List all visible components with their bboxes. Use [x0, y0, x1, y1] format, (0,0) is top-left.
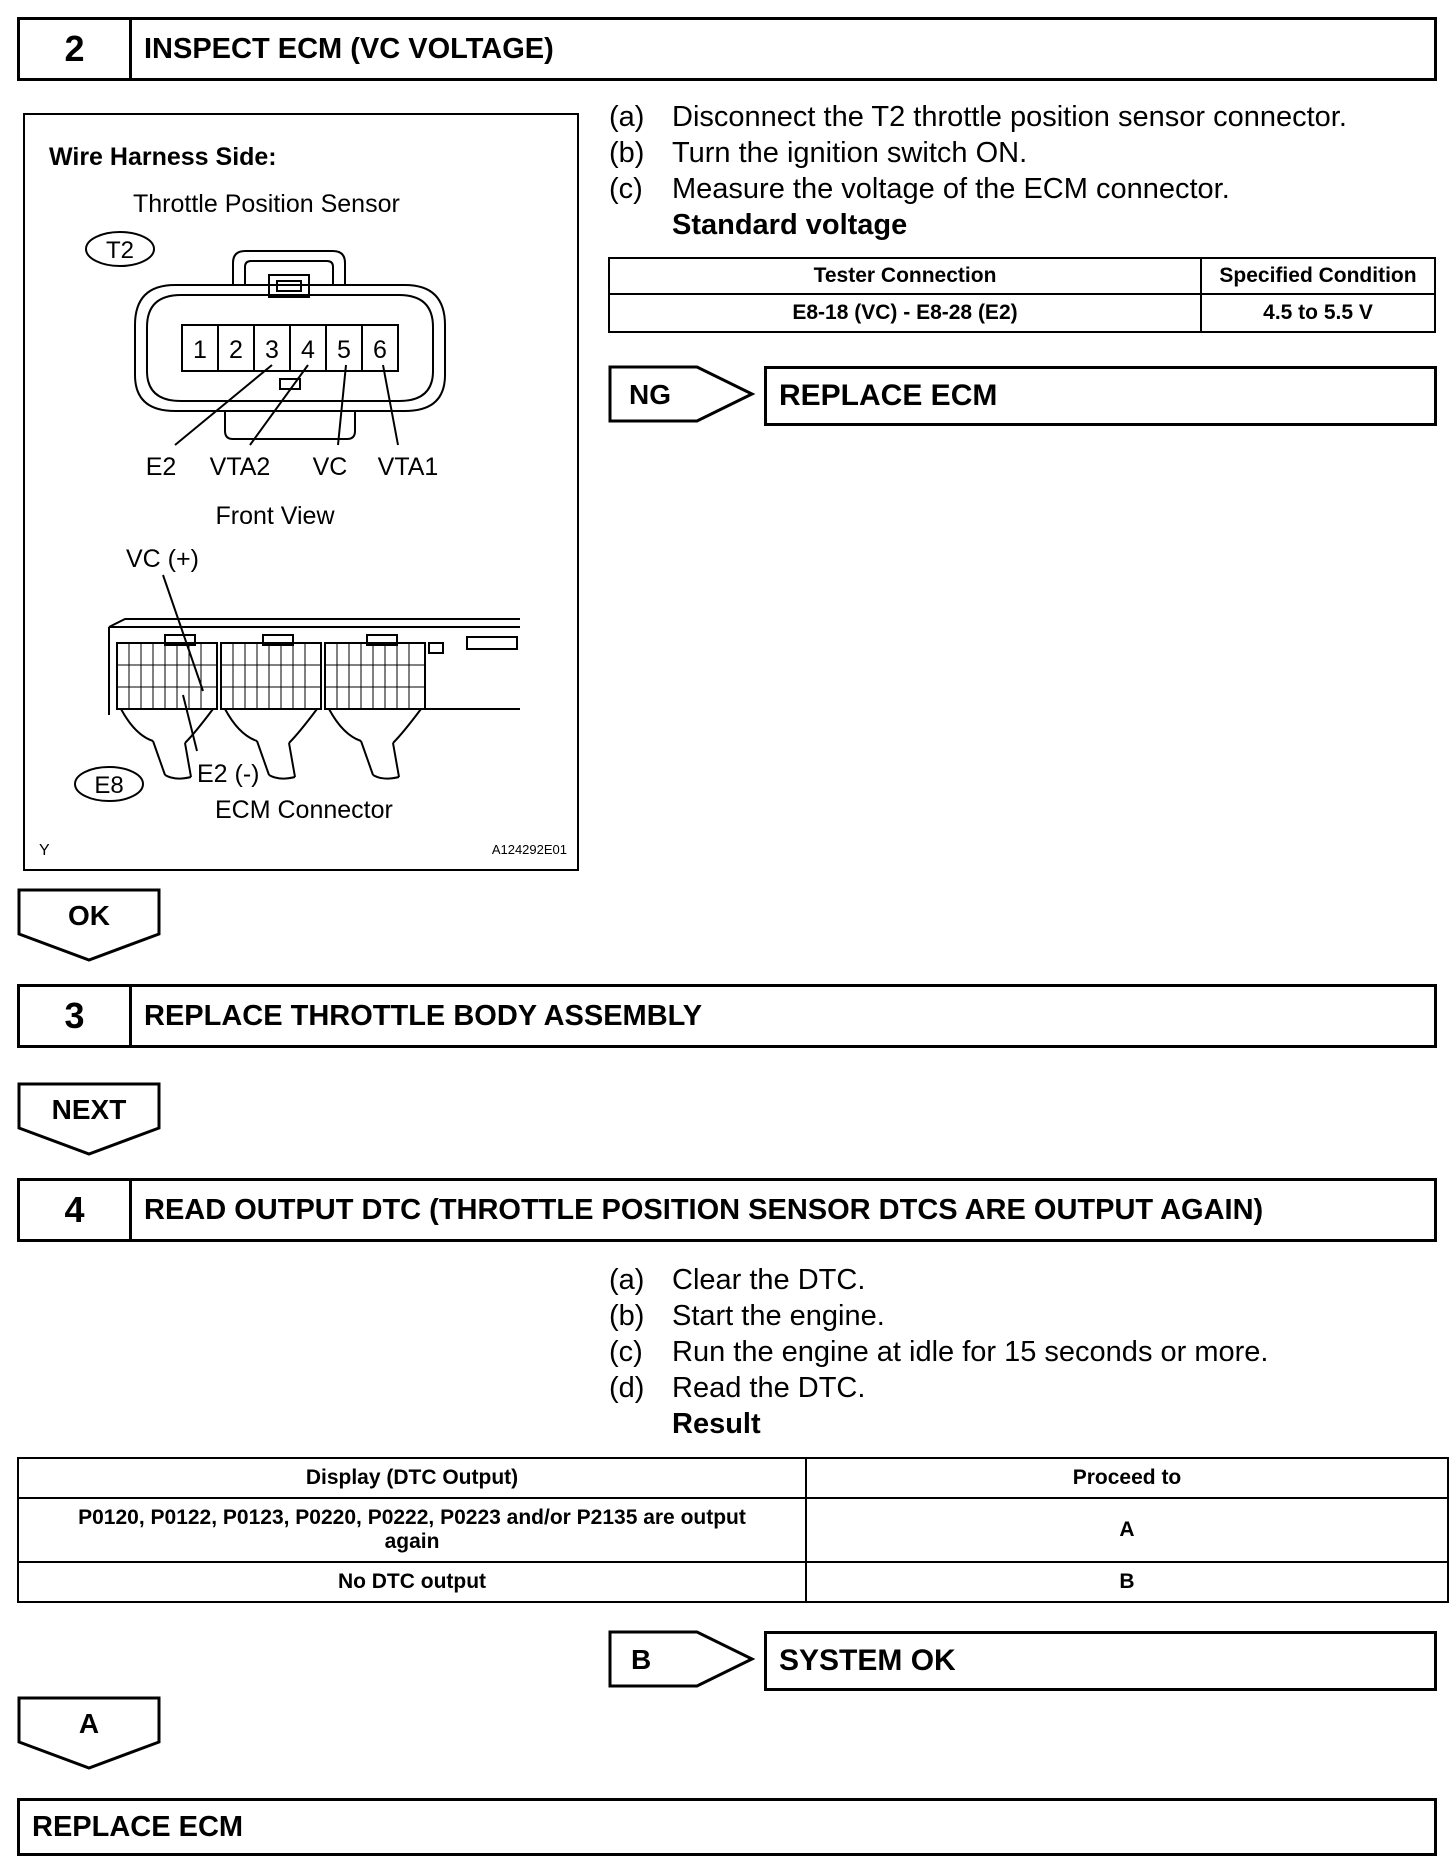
pin-1: 1	[193, 336, 207, 364]
wiring-figure-drawing	[25, 115, 577, 869]
table-header: Tester Connection	[609, 258, 1201, 294]
pin-3: 3	[265, 336, 279, 364]
table-cell: A	[806, 1498, 1448, 1562]
table-cell: P0120, P0122, P0123, P0220, P0222, P0223 and/or P2135 are output again	[18, 1498, 806, 1562]
instruction-b: (b) Turn the ignition switch ON.	[609, 137, 1028, 169]
ng-flow-arrow	[607, 364, 757, 424]
figure-id: A124292E01	[491, 842, 567, 857]
pin-labels	[146, 453, 439, 481]
table-cell: B	[806, 1562, 1448, 1602]
probe-lines	[163, 575, 203, 751]
e2-minus-label: E2 (-)	[197, 760, 260, 788]
a-flow-arrow	[17, 1696, 163, 1770]
standard-voltage-label: Standard voltage	[672, 209, 908, 241]
instruction-b: (b) Start the engine.	[609, 1300, 885, 1332]
next-flow-arrow	[17, 1082, 163, 1156]
instruction-c: (c) Run the engine at idle for 15 seconds or more.	[609, 1336, 1269, 1368]
step-2-instructions	[609, 99, 1347, 243]
t2-label: T2	[105, 237, 135, 264]
step-3-number: 3	[20, 987, 132, 1045]
wiring-figure	[23, 113, 579, 871]
result-label: Result	[672, 1408, 761, 1440]
e8-label: E8	[94, 772, 124, 799]
pin-5: 5	[337, 336, 351, 364]
step-3-header	[17, 984, 1437, 1048]
table-cell: E8-18 (VC) - E8-28 (E2)	[609, 294, 1201, 332]
step-4-title: READ OUTPUT DTC (THROTTLE POSITION SENSOR DTCS ARE OUTPUT AGAIN)	[144, 1193, 1264, 1226]
ok-label: OK	[68, 900, 110, 931]
table-header: Display (DTC Output)	[18, 1458, 806, 1498]
step-4-instructions	[609, 1262, 1268, 1442]
throttle-sensor-label: Throttle Position Sensor	[133, 190, 400, 218]
step-4-number: 4	[20, 1181, 132, 1239]
instruction-a: (a) Clear the DTC.	[609, 1264, 866, 1296]
instruction-c: (c) Measure the voltage of the ECM connector.	[609, 173, 1230, 205]
pin-label-vc: VC	[312, 453, 348, 481]
step-2-title: INSPECT ECM (VC VOLTAGE)	[144, 32, 554, 65]
voltage-spec-table	[608, 257, 1436, 333]
ok-flow-arrow	[17, 888, 163, 962]
wire-harness-side-label: Wire Harness Side:	[49, 143, 277, 171]
table-cell: No DTC output	[18, 1562, 806, 1602]
b-flow-arrow	[607, 1629, 757, 1689]
figure-corner-code: Y	[39, 842, 50, 859]
dtc-result-table	[17, 1457, 1449, 1603]
b-label: B	[631, 1644, 652, 1675]
pin-2: 2	[229, 336, 243, 364]
a-label: A	[78, 1708, 100, 1739]
table-header: Proceed to	[806, 1458, 1448, 1498]
vc-plus-label: VC (+)	[126, 545, 199, 573]
step-3-title: REPLACE THROTTLE BODY ASSEMBLY	[144, 999, 703, 1032]
step-2-header	[17, 17, 1437, 81]
pin-label-vta2: VTA2	[209, 453, 271, 481]
table-cell: 4.5 to 5.5 V	[1201, 294, 1435, 332]
instruction-a: (a) Disconnect the T2 throttle position sensor connector.	[609, 101, 1347, 133]
pin-4: 4	[301, 336, 315, 364]
ecm-connector-label: ECM Connector	[215, 796, 393, 824]
ng-label: NG	[629, 379, 671, 410]
pin-6: 6	[373, 336, 387, 364]
final-replace-ecm: REPLACE ECM	[17, 1798, 1437, 1856]
sensor-connector-drawing	[135, 251, 445, 439]
next-label: NEXT	[51, 1094, 127, 1125]
step-2-number: 2	[20, 20, 132, 78]
front-view-label: Front View	[215, 502, 335, 530]
ecm-connector-drawing	[109, 619, 520, 779]
pin-leader-lines	[175, 365, 398, 445]
table-header: Specified Condition	[1201, 258, 1435, 294]
pin-label-e2: E2	[145, 453, 177, 481]
pin-label-vta1: VTA1	[377, 453, 439, 481]
b-result-box: SYSTEM OK	[764, 1631, 1437, 1691]
step-4-header	[17, 1178, 1437, 1242]
instruction-d: (d) Read the DTC.	[609, 1372, 866, 1404]
ng-result-box: REPLACE ECM	[764, 366, 1437, 426]
